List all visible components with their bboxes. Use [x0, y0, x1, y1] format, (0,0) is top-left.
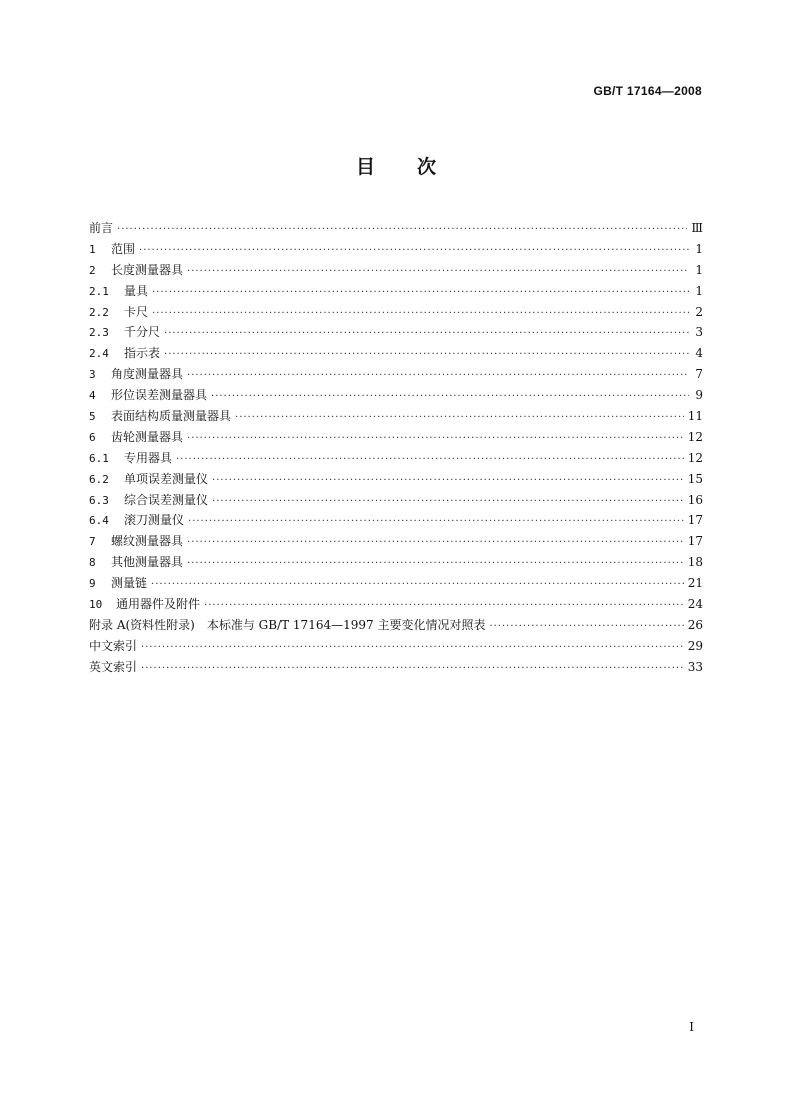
toc-entry[interactable]: [89, 427, 703, 448]
toc-dot-leader: [187, 533, 684, 552]
table-of-contents: [89, 218, 703, 678]
toc-title-char-2: 次: [417, 156, 437, 178]
toc-entry[interactable]: [89, 218, 703, 239]
toc-entry[interactable]: [89, 573, 703, 594]
toc-dot-leader: [235, 408, 684, 427]
toc-entry-number: 1: [89, 242, 96, 256]
toc-entry-label: 测量链: [111, 576, 148, 591]
toc-entry-number: 2.1: [89, 284, 109, 298]
toc-entry[interactable]: [89, 385, 703, 406]
toc-entry-label: 通用器件及附件: [116, 597, 201, 612]
toc-entry-page: 3: [695, 325, 703, 340]
toc-entry-number: 10: [89, 598, 103, 612]
toc-dot-leader: [187, 262, 689, 281]
toc-entry-label: 附录 A(资料性附录) 本标准与 GB/T 17164—1997 主要变化情况对照表: [89, 617, 486, 632]
toc-entry-page: 29: [687, 638, 703, 653]
toc-entry-number: 7: [89, 535, 96, 549]
toc-entry-number: 6.3: [89, 493, 109, 507]
toc-entry-number: 3: [89, 368, 96, 382]
toc-entry-page: 17: [687, 534, 703, 549]
toc-entry-label: 综合误差测量仪: [124, 492, 209, 507]
toc-entry-page: 24: [687, 597, 703, 612]
toc-entry[interactable]: [89, 343, 703, 364]
toc-entry-label: 角度测量器具: [111, 367, 184, 382]
toc-entry[interactable]: [89, 531, 703, 552]
toc-entry[interactable]: [89, 552, 703, 573]
toc-entry-label: 中文索引: [89, 638, 138, 653]
toc-entry-label: 指示表: [124, 346, 161, 361]
toc-entry[interactable]: [89, 281, 703, 302]
toc-entry-number: 6: [89, 430, 96, 444]
toc-entry-number: 6.1: [89, 451, 109, 465]
toc-entry-label: 量具: [124, 283, 149, 298]
toc-entry[interactable]: [89, 260, 703, 281]
toc-entry-label: 范围: [111, 241, 136, 256]
toc-entry[interactable]: [89, 636, 703, 657]
toc-entry-label: 表面结构质量测量器具: [111, 409, 232, 424]
toc-entry-number: 6.4: [89, 514, 109, 528]
toc-dot-leader: [204, 596, 684, 615]
toc-entry[interactable]: [89, 615, 703, 636]
toc-entry-number: 2: [89, 263, 96, 277]
toc-entry-page: 26: [687, 617, 703, 632]
toc-entry-page: 1: [695, 241, 703, 256]
toc-entry-page: 18: [687, 555, 703, 570]
toc-dot-leader: [187, 429, 684, 448]
toc-entry[interactable]: [89, 657, 703, 678]
toc-entry-label: 螺纹测量器具: [111, 534, 184, 549]
toc-entry[interactable]: [89, 510, 703, 531]
toc-entry-page: 12: [687, 450, 703, 465]
toc-entry-number: 4: [89, 389, 96, 403]
toc-entry-label: 滚刀测量仪: [124, 513, 185, 528]
toc-entry-number: 2.2: [89, 305, 109, 319]
toc-entry-number: 2.4: [89, 347, 109, 361]
toc-entry-page: 4: [695, 346, 703, 361]
toc-entry-label: 卡尺: [124, 304, 149, 319]
toc-dot-leader: [211, 387, 689, 406]
toc-dot-leader: [176, 450, 684, 469]
toc-dot-leader: [152, 283, 689, 302]
toc-entry-number: 9: [89, 577, 96, 591]
toc-dot-leader: [141, 659, 684, 678]
toc-entry[interactable]: [89, 364, 703, 385]
toc-dot-leader: [164, 345, 689, 364]
toc-entry[interactable]: [89, 322, 703, 343]
toc-entry-page: 2: [695, 304, 703, 319]
toc-dot-leader: [164, 324, 689, 343]
page-number: I: [689, 1020, 694, 1034]
toc-entry-page: 7: [695, 367, 703, 382]
toc-entry-label: 长度测量器具: [111, 262, 184, 277]
toc-entry-label: 其他测量器具: [111, 555, 184, 570]
toc-dot-leader: [188, 512, 684, 531]
toc-entry[interactable]: [89, 302, 703, 323]
toc-entry[interactable]: [89, 406, 703, 427]
toc-entry-page: 1: [695, 262, 703, 277]
toc-entry-label: 单项误差测量仪: [124, 471, 209, 486]
toc-entry-page: 15: [687, 471, 703, 486]
toc-entry-page: 12: [687, 429, 703, 444]
toc-entry-label: 专用器具: [124, 450, 173, 465]
toc-dot-leader: [212, 471, 684, 490]
toc-entry[interactable]: [89, 448, 703, 469]
toc-entry-label: 形位误差测量器具: [111, 388, 208, 403]
toc-entry-page: 1: [695, 283, 703, 298]
toc-title-char-1: 目: [355, 156, 375, 178]
toc-dot-leader: [489, 617, 683, 636]
toc-dot-leader: [187, 554, 684, 573]
toc-entry-number: 8: [89, 556, 96, 570]
toc-dot-leader: [187, 366, 689, 385]
toc-dot-leader: [139, 241, 689, 260]
toc-entry-page: 17: [687, 513, 703, 528]
toc-entry-page: 11: [687, 409, 703, 424]
toc-entry-number: 6.2: [89, 472, 109, 486]
toc-dot-leader: [151, 575, 684, 594]
toc-entry-number: 2.3: [89, 326, 109, 340]
toc-entry-page: 33: [687, 659, 703, 674]
toc-entry-page: Ⅲ: [691, 221, 703, 235]
toc-entry[interactable]: [89, 469, 703, 490]
toc-entry[interactable]: [89, 490, 703, 511]
toc-dot-leader: [117, 220, 687, 239]
toc-entry-label: 英文索引: [89, 659, 138, 674]
toc-title: [0, 152, 792, 179]
toc-entry-label: 前言: [89, 221, 114, 235]
toc-entry[interactable]: [89, 594, 703, 615]
toc-entry[interactable]: [89, 239, 703, 260]
toc-dot-leader: [141, 638, 684, 657]
toc-entry-page: 16: [687, 492, 703, 507]
toc-entry-number: 5: [89, 410, 96, 424]
toc-entry-label: 千分尺: [124, 325, 161, 340]
toc-dot-leader: [152, 304, 689, 323]
toc-entry-page: 21: [687, 576, 703, 591]
standard-number: GB/T 17164—2008: [593, 84, 702, 98]
toc-entry-label: 齿轮测量器具: [111, 429, 184, 444]
toc-dot-leader: [212, 492, 684, 511]
toc-entry-page: 9: [695, 388, 703, 403]
